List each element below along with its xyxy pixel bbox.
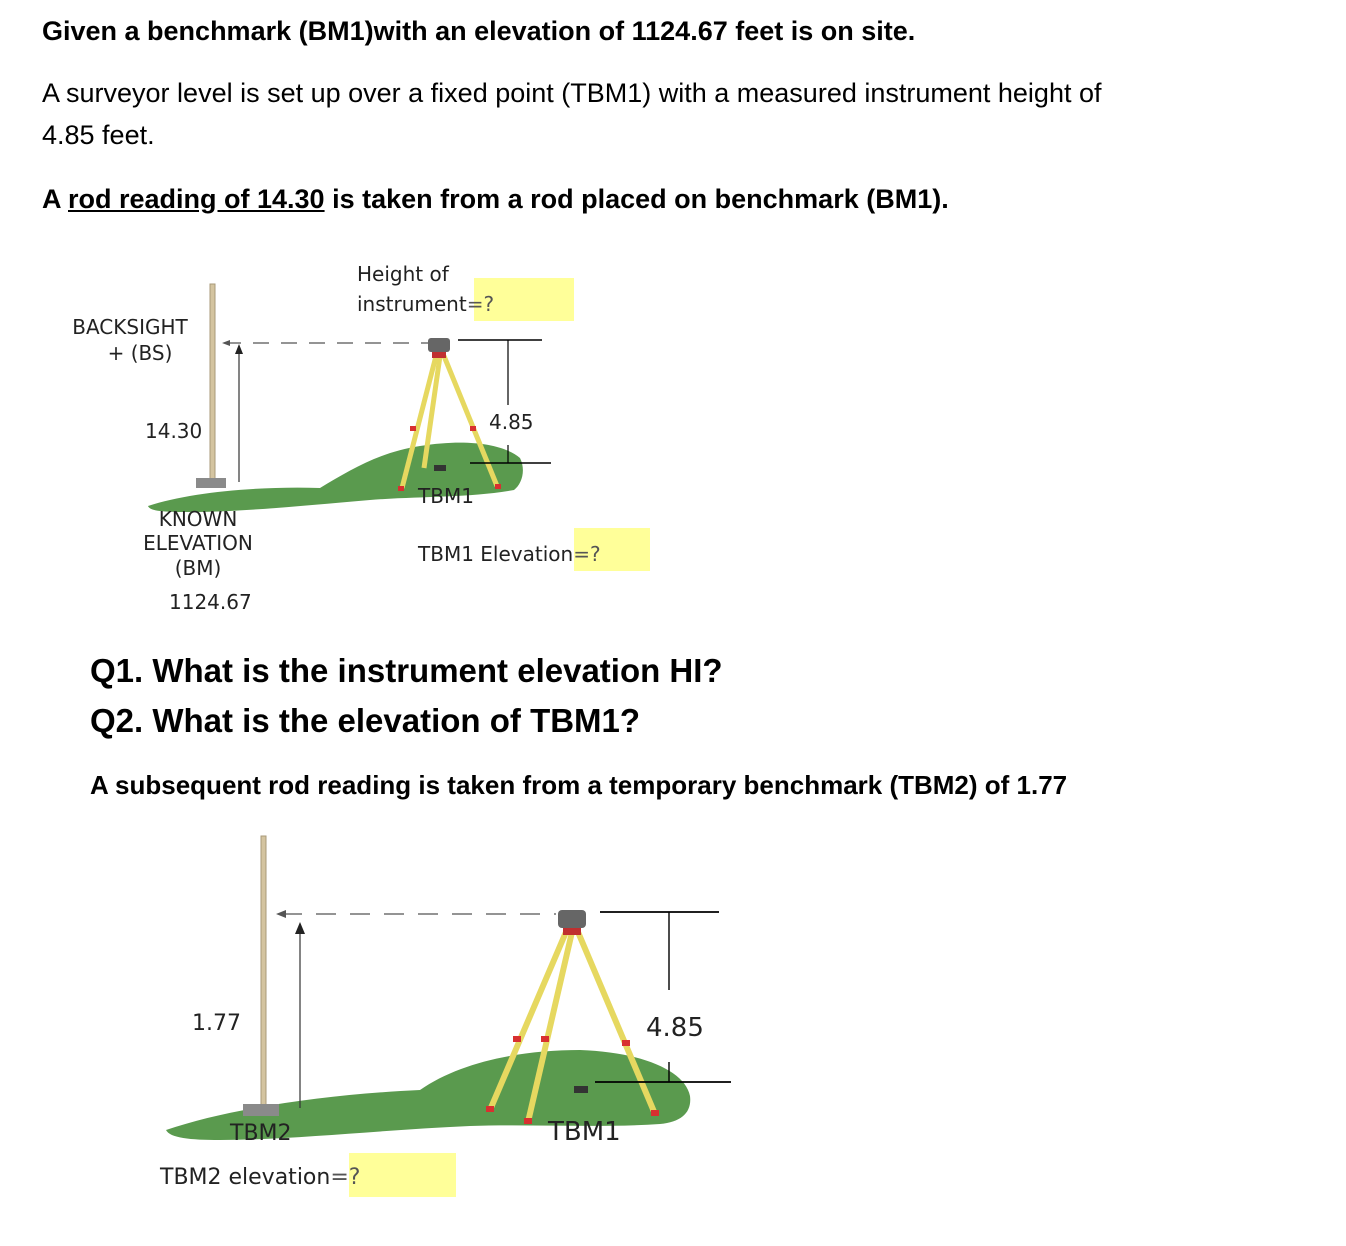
bs-value: 14.30 bbox=[145, 419, 203, 443]
level-instrument bbox=[428, 338, 450, 352]
sight-arrow-head bbox=[222, 340, 230, 346]
tbm2-base bbox=[243, 1104, 279, 1116]
level-head-2 bbox=[563, 928, 581, 935]
question-2: Q2. What is the elevation of TBM1? bbox=[90, 702, 641, 739]
clamp2-mid bbox=[541, 1036, 549, 1042]
backsight-label-line2: + (BS) bbox=[107, 341, 173, 365]
known-elev-line3: (BM) bbox=[174, 556, 222, 580]
inst-height-value: 4.85 bbox=[489, 410, 534, 434]
hi-unknown: =? bbox=[466, 292, 495, 316]
setup-statement-line2: 4.85 feet. bbox=[42, 120, 155, 150]
bs-arrow-head bbox=[235, 344, 243, 354]
tbm2-label: TBM2 bbox=[230, 1121, 292, 1146]
leveling-rod-2 bbox=[261, 836, 266, 1106]
tbm1-elevation-unknown: =? bbox=[573, 542, 601, 566]
known-elev-line1: KNOWN bbox=[158, 507, 238, 531]
tbm1-label-2: TBM1 bbox=[548, 1117, 621, 1147]
rod-prefix: A bbox=[42, 184, 68, 214]
diagram-1 bbox=[0, 240, 700, 630]
tbm2-elevation-label bbox=[159, 1165, 360, 1190]
tip2-left bbox=[486, 1106, 494, 1112]
tip-left bbox=[398, 486, 404, 491]
hi-label-line1: Height of bbox=[357, 262, 449, 286]
rod-reading-underlined: rod reading of 14.30 bbox=[68, 184, 325, 214]
tbm1-elevation-text: TBM1 Elevation bbox=[418, 542, 574, 566]
tip2-right bbox=[651, 1110, 659, 1116]
level-head bbox=[432, 352, 446, 358]
backsight-label-line1: BACKSIGHT bbox=[72, 315, 188, 339]
clamp-left bbox=[410, 426, 416, 431]
rod-arrow-head bbox=[295, 922, 305, 934]
tbm1-marker bbox=[434, 465, 446, 471]
clamp-right bbox=[470, 426, 476, 431]
level-instrument-2 bbox=[558, 910, 586, 928]
subsequent-reading-statement: A subsequent rod reading is taken from a temporary benchmark (TBM2) of 1.77 bbox=[90, 770, 1068, 800]
leveling-rod bbox=[210, 284, 215, 482]
inst-height-value-2: 4.85 bbox=[646, 1013, 704, 1043]
clamp2-right bbox=[622, 1040, 630, 1046]
tbm1-elevation-label bbox=[417, 542, 601, 566]
tbm2-elev-highlight bbox=[349, 1153, 456, 1197]
question-1: Q1. What is the instrument elevation HI? bbox=[90, 652, 723, 689]
benchmark-base bbox=[196, 478, 226, 488]
hi-label-text: instrument bbox=[357, 292, 467, 316]
clamp2-left bbox=[513, 1036, 521, 1042]
tbm1-marker-2 bbox=[574, 1086, 588, 1093]
known-elev-line2: ELEVATION bbox=[143, 531, 253, 555]
tbm2-elevation-text: TBM2 elevation bbox=[160, 1165, 331, 1190]
tbm2-elevation-unknown: =? bbox=[330, 1165, 361, 1190]
rod-value-2: 1.77 bbox=[192, 1011, 241, 1036]
hi-label-line2 bbox=[357, 292, 494, 316]
known-elev-value: 1124.67 bbox=[169, 590, 252, 614]
diagram-2 bbox=[0, 820, 760, 1220]
tbm1-label: TBM1 bbox=[418, 484, 474, 508]
tip2-mid bbox=[524, 1118, 532, 1124]
rod-reading-statement bbox=[42, 184, 949, 215]
rod-suffix: is taken from a rod placed on benchmark (BM1). bbox=[324, 184, 949, 214]
intro-statement: Given a benchmark (BM1)with an elevation of 1124.67 feet is on site. bbox=[42, 16, 916, 46]
sight-arrow-head-2 bbox=[276, 910, 286, 918]
setup-statement-line1: A surveyor level is set up over a fixed point (TBM1) with a measured instrument height of bbox=[42, 78, 1102, 108]
tip-right bbox=[495, 484, 501, 489]
